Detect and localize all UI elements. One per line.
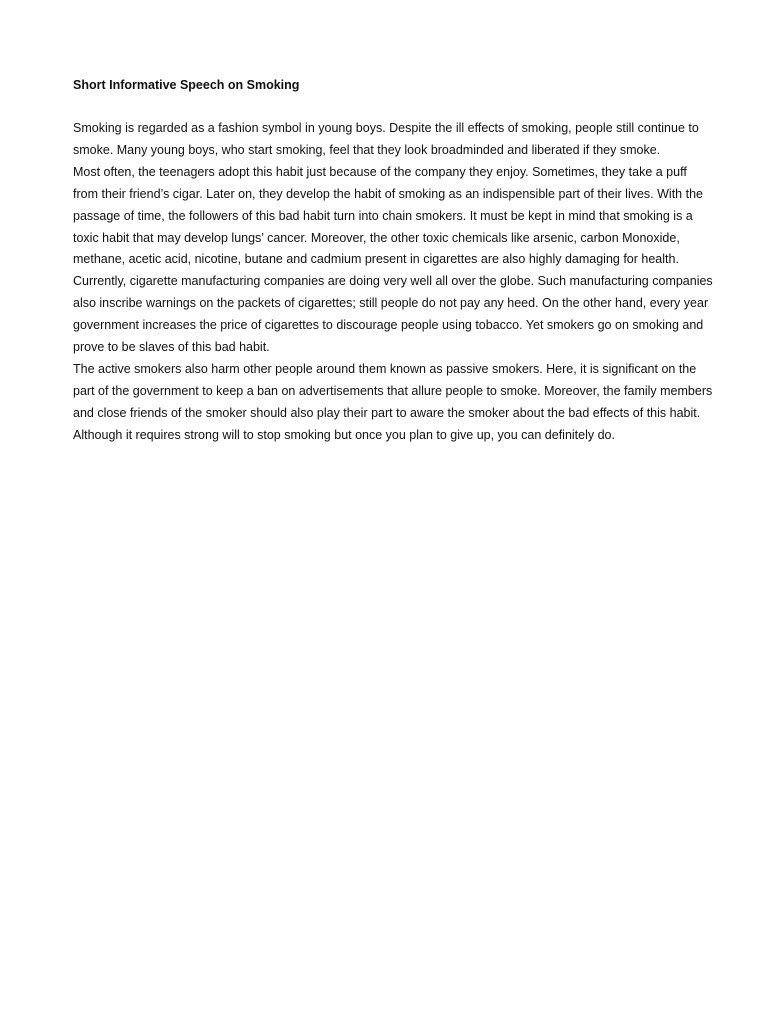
document-body bbox=[73, 74, 713, 447]
document-title: Short Informative Speech on Smoking bbox=[73, 78, 300, 92]
paragraph-manufacturers: Currently, cigarette manufacturing companies are doing very well all over the globe. Such manufacturing companies also inscribe warnings on the packets of cigarettes; still people do not pay any heed. On the other hand, every year government increases the price of cigarettes to discourage people using tobacco. Yet smokers go on smoking and prove to be slaves of this bad habit. bbox=[73, 274, 713, 355]
paragraph-intro: Smoking is regarded as a fashion symbol in young boys. Despite the ill effects of smoking, people still continue to smoke. Many young boys, who start smoking, feel that they look broadminded and liberated if they smoke. bbox=[73, 121, 699, 157]
paragraph-teenagers: Most often, the teenagers adopt this habit just because of the company they enjoy. Sometimes, they take a puff from their friend’s cigar. Later on, they develop the habit of smoking as an indispensible part of their lives. With the passage of time, the followers of this bad habit turn into chain smokers. It must be kept in mind that smoking is a toxic habit that may develop lungs’ cancer. Moreover, the other toxic chemicals like arsenic, carbon Monoxide, methane, acetic acid, nicotine, butane and cadmium present in cigarettes are also highly damaging for health. bbox=[73, 164, 703, 267]
paragraph-passive-smokers: The active smokers also harm other people around them known as passive smokers. Here, it is significant on the part of the government to keep a ban on advertisements that allure people to smoke. Moreover, the family members and close friends of the smoker should also play their part to aware the smoker about the bad effects of this habit. Although it requires strong will to stop smoking but once you plan to give up, you can definitely do. bbox=[73, 361, 713, 442]
